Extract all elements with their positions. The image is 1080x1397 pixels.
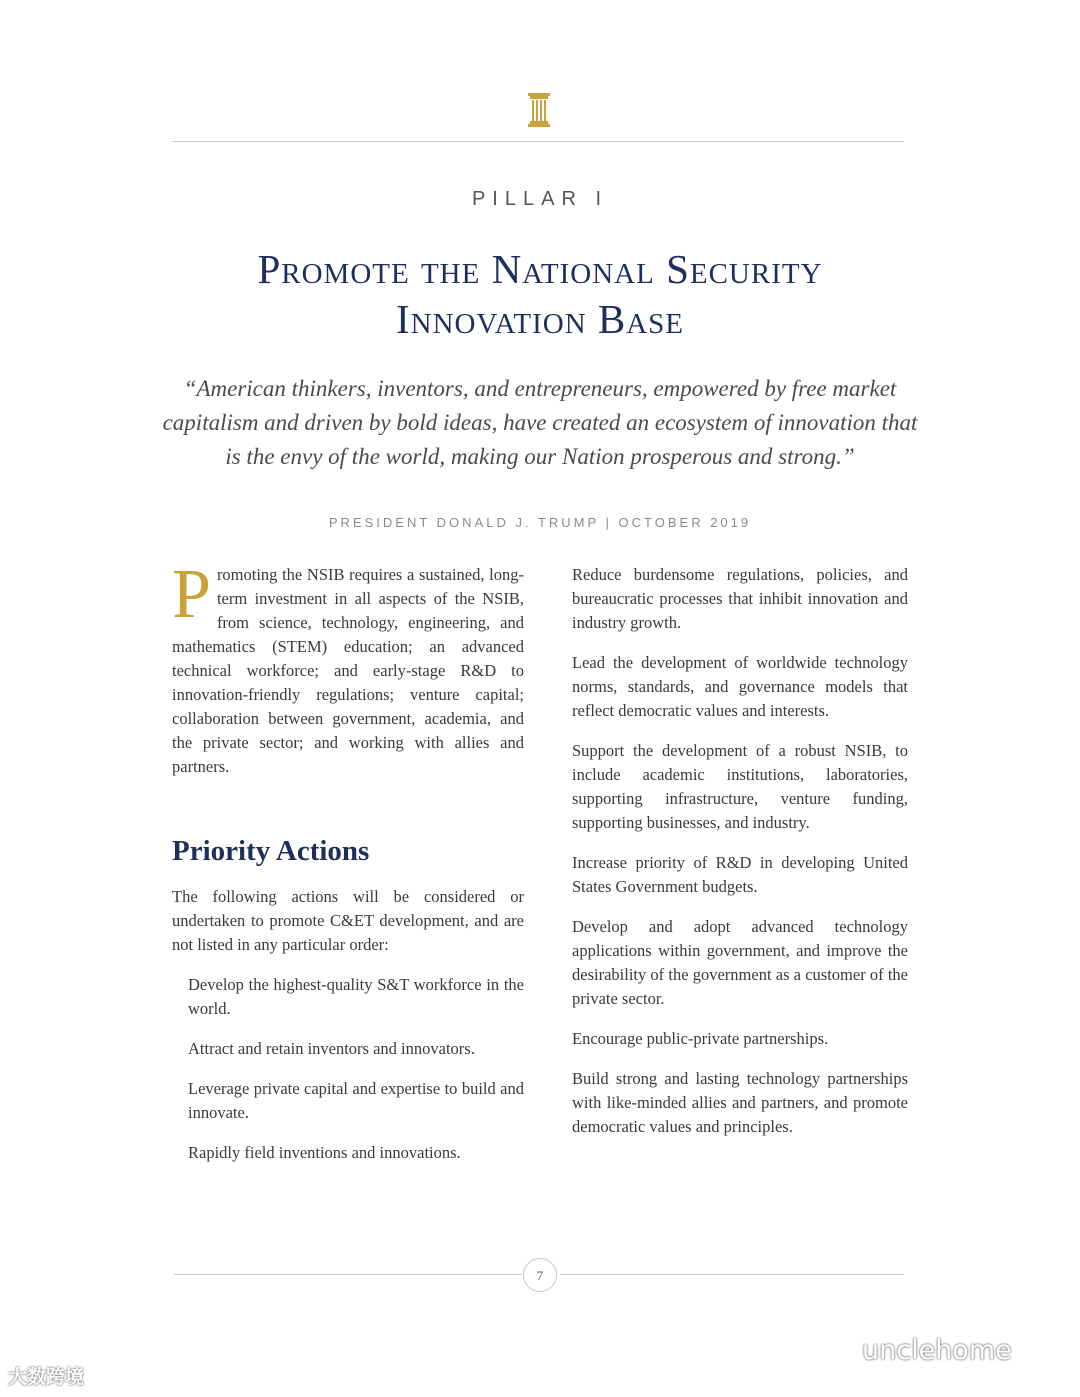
title-line-1: Promote the National Security bbox=[257, 246, 823, 292]
title-line-2: Innovation Base bbox=[395, 296, 685, 342]
column-icon bbox=[527, 92, 551, 128]
action-item: Leverage private capital and expertise to build and innovate. bbox=[188, 1079, 524, 1122]
action-item: Increase priority of R&D in developing United States Government budgets. bbox=[572, 853, 908, 896]
watermark-right: unclehome bbox=[862, 1335, 1012, 1366]
page-number: 7 bbox=[523, 1258, 557, 1292]
action-item: Encourage public-private partnerships. bbox=[572, 1029, 829, 1048]
header-divider bbox=[172, 141, 904, 142]
left-column bbox=[172, 556, 524, 1165]
quote-attribution: PRESIDENT DONALD J. TRUMP | OCTOBER 2019 bbox=[328, 515, 752, 530]
right-column bbox=[572, 563, 908, 1139]
intro-paragraph bbox=[172, 556, 524, 779]
drop-cap: P bbox=[172, 556, 211, 633]
pull-quote: “American thinkers, inventors, and entrepreneurs, empowered by free market capitalism and driven by bold ideas, have created an ecosystem of innovation that is the envy of the world, making our Nation prosperous and strong.” bbox=[162, 376, 918, 469]
action-item: Build strong and lasting technology partnerships with like-minded allies and partners, and promote democratic values and principles. bbox=[572, 1069, 908, 1136]
priority-lead: The following actions will be considered or undertaken to promote C&ET development, and are not listed in any particular order: bbox=[172, 887, 524, 954]
pillar-label: PILLAR I bbox=[471, 188, 609, 210]
action-item: Develop and adopt advanced technology applications within government, and improve the desirability of the government as a customer of the private sector. bbox=[572, 917, 908, 1008]
action-item: Attract and retain inventors and innovators. bbox=[188, 1039, 475, 1058]
action-item: Rapidly field inventions and innovations. bbox=[188, 1143, 461, 1162]
action-item: Develop the highest-quality S&T workforce in the world. bbox=[188, 975, 524, 1018]
footer-divider-right bbox=[560, 1274, 904, 1275]
section-heading: Priority Actions bbox=[172, 835, 370, 867]
action-item: Reduce burdensome regulations, policies, and bureaucratic processes that inhibit innovation and industry growth. bbox=[572, 565, 908, 632]
action-item: Support the development of a robust NSIB, to include academic institutions, laboratories, supporting infrastructure, venture funding, supporting businesses, and industry. bbox=[572, 741, 908, 832]
page-title bbox=[0, 244, 1080, 344]
footer-divider-left bbox=[174, 1274, 522, 1275]
watermark-left: 大数跨境 bbox=[8, 1366, 85, 1388]
left-action-list bbox=[172, 973, 524, 1165]
intro-text: romoting the NSIB requires a sustained, long-term investment in all aspects of the NSIB, from science, technology, engineering, and mathematics (STEM) education; an advanced technical workforce; and early-stage R&D to innovation-friendly regulations; venture capital; collaboration between government, academia, and the private sector; and working with allies and partners. bbox=[172, 565, 524, 776]
action-item: Lead the development of worldwide technology norms, standards, and governance models that reflect democratic values and interests. bbox=[572, 653, 908, 720]
